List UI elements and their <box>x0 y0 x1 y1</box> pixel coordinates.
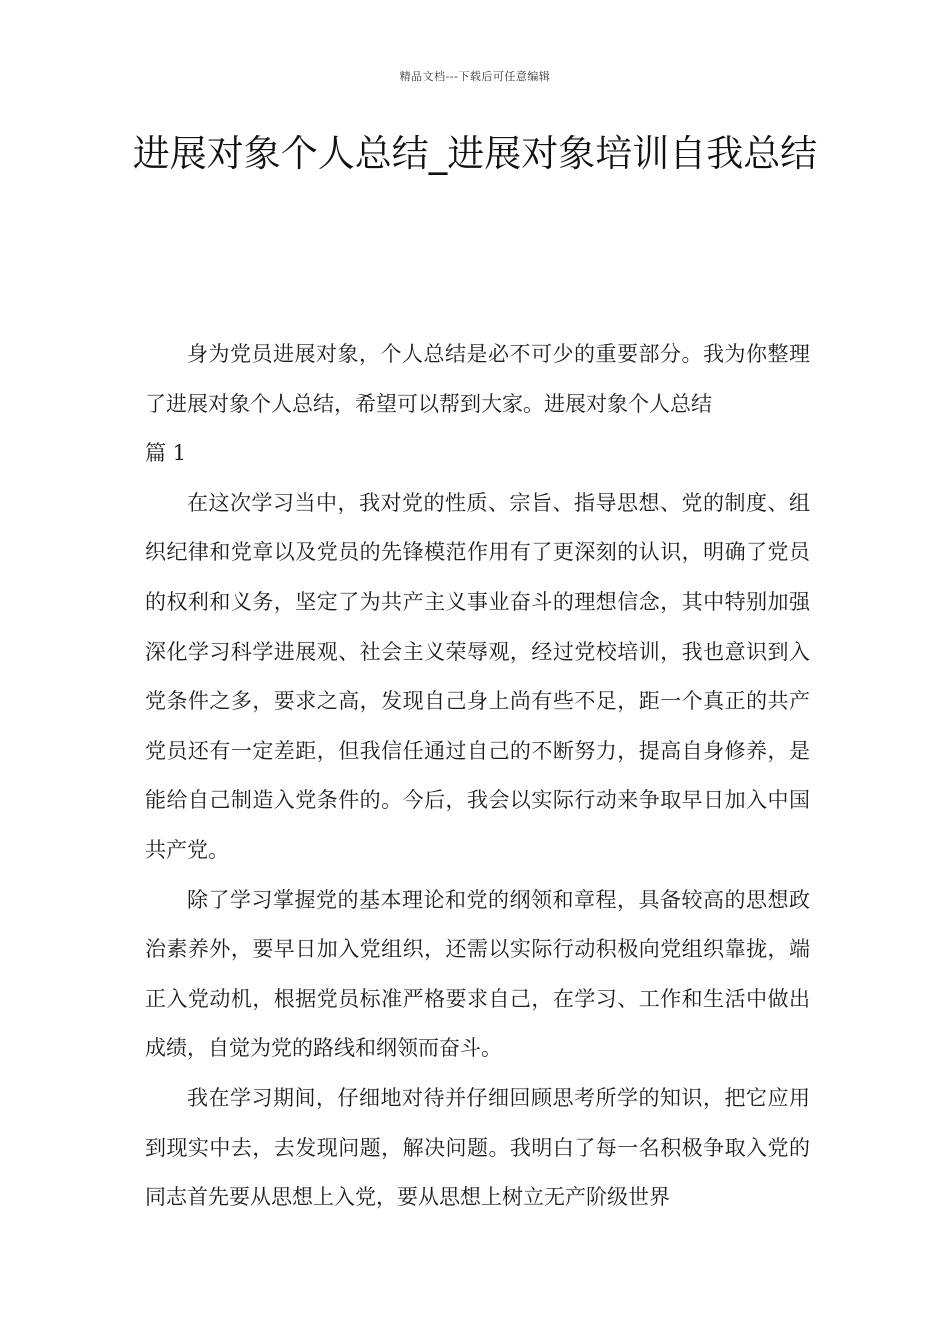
section-label: 篇 1 <box>145 441 187 466</box>
document-body <box>145 330 810 1223</box>
paragraph-intro: 身为党员进展对象，个人总结是必不可少的重要部分。我为你整理了进展对象个人总结，希望可以帮到大家。进展对象个人总结 <box>145 342 810 416</box>
paragraph-1: 在这次学习当中，我对党的性质、宗旨、指导思想、党的制度、组织纪律和党章以及党员的先锋模范作用有了更深刻的认识，明确了党员的权利和义务，坚定了为共产主义事业奋斗的理想信念，其中特别加强深化学习科学进展观、社会主义荣辱观，经过党校培训，我也意识到入党条件之多，要求之高，发现自己身上尚有些不足，距一个真正的共产党员还有一定差距，但我信任通过自己的不断努力，提高自身修养，是能给自己制造入党条件的。今后，我会以实际行动来争取早日加入中国共产党。 <box>145 490 810 862</box>
document-title: 进展对象个人总结_进展对象培训自我总结 <box>132 132 818 175</box>
header-note: 精品文档---下载后可任意编辑 <box>399 70 551 83</box>
paragraph-2: 除了学习掌握党的基本理论和党的纲领和章程，具备较高的思想政治素养外，要早日加入党组织，还需以实际行动积极向党组织靠拢，端正入党动机，根据党员标准严格要求自己，在学习、工作和生活中做出成绩，自觉为党的路线和纲领而奋斗。 <box>145 887 810 1061</box>
paragraph-3: 我在学习期间，仔细地对待并仔细回顾思考所学的知识，把它应用到现实中去，去发现问题，解决问题。我明白了每一名积极争取入党的同志首先要从思想上入党，要从思想上树立无产阶级世界 <box>145 1085 810 1210</box>
